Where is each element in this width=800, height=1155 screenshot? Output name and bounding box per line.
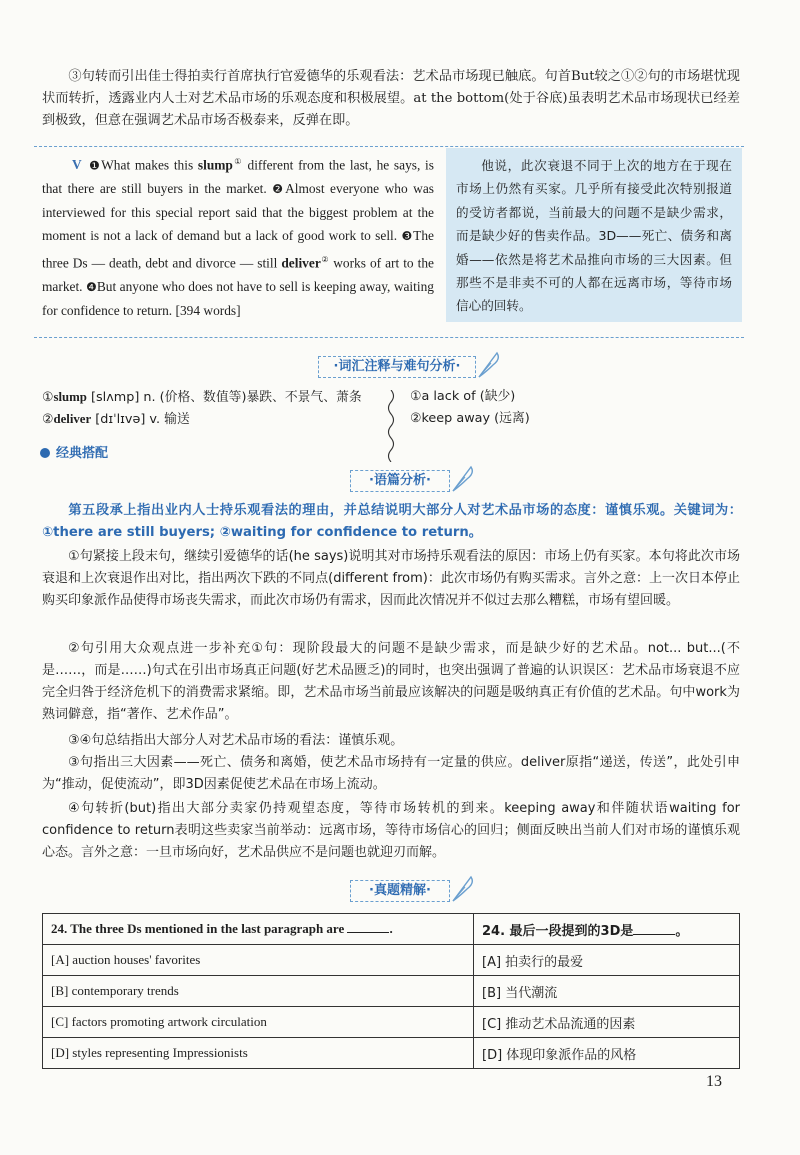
quill-icon [475,349,501,379]
vocab-item-deliver [42,408,190,431]
sentence-3b: works of art to the market. [42,255,434,294]
option-row-a [43,945,740,976]
exam-header [350,880,450,902]
analysis-summary: 第五段承上指出业内人士持乐观看法的理由，并总结说明大部分人对艺术品市场的态度：谨慎乐观。关键词为：①there are still buyers; ②waiting for confidence to return。 [42,503,742,540]
analysis-paragraph-5: ④句转折(but)指出大部分卖家仍持观望态度，等待市场转机的到来。keeping away和伴随状语waiting for confidence to return表明这些卖家当前举动：远离市场，等待市场信心的回归；侧面反映出当前人们对市场的谨慎乐观心态。言外之意：一旦市场向好，艺术品供应不是问题也就迎刃而解。 [42,801,740,860]
option-a-zh: [A] 拍卖行的最爱 [474,945,740,976]
answer-blank [347,922,389,933]
analysis-paragraph-2: ②句引用大众观点进一步补充①句：现阶段最大的问题不是缺少需求，而是缺少好的艺术品。not... but...(不是……，而是……)句式在引出市场真正问题(好艺术品匮乏)的同时，也突出强调了普遍的认识误区：艺术品市场衰退不应完全归咎于经济危机下的消费需求紧缩。即，艺术品市场当前最应该解决的问题是吸纳真正有价值的艺术品。句中work为熟词僻意，指“著作、艺术作品”。 [42,641,740,722]
analysis-paragraph-3: ③④句总结指出大部分人对艺术品市场的看法：谨慎乐观。 [68,733,404,748]
vocab-num-1: ① [42,390,54,405]
option-c-zh: [C] 推动艺术品流通的因素 [474,1007,740,1038]
stem-zh-text: 24. 最后一段提到的3D是 [482,923,634,939]
vocab-header [318,356,476,378]
option-b-en: [B] contemporary trends [43,976,474,1007]
classic-label-text: 经典搭配 [56,446,109,461]
divider-top [34,146,744,147]
sentence-2: Almost everyone who was interviewed for this special report said that the biggest problem at the moment is not a lack of demand but a lack of good work to sell. [42,181,434,244]
quill-icon [449,873,475,903]
bullet-icon [40,448,50,458]
option-a-en: [A] auction houses' favorites [43,945,474,976]
vocab-item-slump [42,386,362,409]
answer-blank [633,924,675,935]
vocab-def-1: [slʌmp] n. (价格、数值等)暴跌、不景气、萧条 [86,390,362,405]
vocab-word-2: deliver [53,412,92,426]
keyword-slump: slump [197,157,233,173]
stem-en-text: 24. The three Ds mentioned in the last paragraph are [51,921,345,936]
option-c-en: [C] factors promoting artwork circulation [43,1007,474,1038]
analysis-paragraph-4: ③句指出三大因素——死亡、债务和离婚，使艺术品市场持有一定量的供应。deliver原指“递送，传送”，此处引申为“推动，促使流动”，即3D因素促使艺术品在市场上流动。 [42,755,740,792]
sentence-4: But anyone who does not have to sell is keeping away, waiting for confidence to return. [42,278,434,318]
translation-box: 他说，此次衰退不同于上次的地方在于现在市场上仍然有买家。几乎所有接受此次特别报道的受访者都说，当前最大的问题不是缺少需求，而是缺少好的售卖作品。3D——死亡、债务和离婚——依然是将艺术品推向市场的三大因素。但那些不是非卖不可的人都在远离市场，等待市场信心的回转。 [446,148,742,322]
vocab-word-1: slump [53,390,87,404]
question-stem-row [43,914,740,945]
note-ref-2: ② [320,255,330,265]
phrase-keep-away: ②keep away (远离) [410,411,530,426]
sentence-1b: different from the last, he says, is that there are still buyers in the market. [42,157,434,197]
option-d-en: [D] styles representing Impressionists [43,1038,474,1069]
note-ref-1: ① [232,157,243,166]
option-d-zh: [D] 体现印象派作品的风格 [474,1038,740,1069]
question-stem-zh [474,914,740,945]
option-row-c [43,1007,740,1038]
stem-en-punct: . [389,921,393,936]
page-number: 13 [706,1073,722,1090]
option-row-b [43,976,740,1007]
analysis-paragraph-1: ①句紧接上段末句，继续引爱德华的话(he says)说明其对市场持乐观看法的原因：市场上仍有买家。本句将此次市场衰退和上次衰退作出对比，指出两次下跌的不同点(different from)：此次市场仍有购买需求。言外之意：上一次日本停止购买印象派作品使得市场丧失需求，而此次市场仍有需求，因而此次情况并不似过去那么糟糕，市场有望回暖。 [42,549,740,608]
section-v-english [42,150,434,322]
sentence-3a: The three Ds — death, debt and divorce — still [42,228,434,271]
top-paragraph: ③句转而引出佳士得拍卖行首席执行官爱德华的乐观看法：艺术品市场现已触底。句首But较之①②句的市场堪忧现状而转折，透露业内人士对艺术品市场的乐观态度和积极展望。at the bottom(处于谷底)虽表明艺术品市场现状已经差到极致，但意在强调艺术品市场否极泰来，反弹在即。 [42,69,740,128]
vocab-header-label: ·词汇注释与难句分析· [333,359,461,374]
vocab-def-2: [dɪˈlɪvə] v. 输送 [91,412,190,427]
keyword-deliver: deliver [281,255,321,271]
question-table [42,913,740,1069]
divider-mid [34,337,744,338]
discourse-header-label: ·语篇分析· [369,473,431,488]
sentence-1a: What makes this [101,157,198,173]
section-numeral: V [72,157,82,173]
divider-squiggle [384,390,398,462]
question-stem-en [43,914,474,945]
quill-icon [449,463,475,493]
sentence-marker-3: ❸ [401,229,414,244]
classic-collocations-label [40,442,108,461]
word-count: [394 words] [175,302,241,318]
sentence-marker-2: ❷ [272,182,286,197]
discourse-header [350,470,450,492]
vocab-num-2: ② [42,412,54,427]
sentence-marker-4: ❹ [85,279,97,294]
option-row-d [43,1038,740,1069]
exam-header-label: ·真题精解· [369,883,431,898]
phrase-a-lack-of: ①a lack of (缺少) [410,389,516,404]
option-b-zh: [B] 当代潮流 [474,976,740,1007]
sentence-marker-1: ❶ [87,158,102,173]
stem-zh-punct: 。 [675,923,689,939]
